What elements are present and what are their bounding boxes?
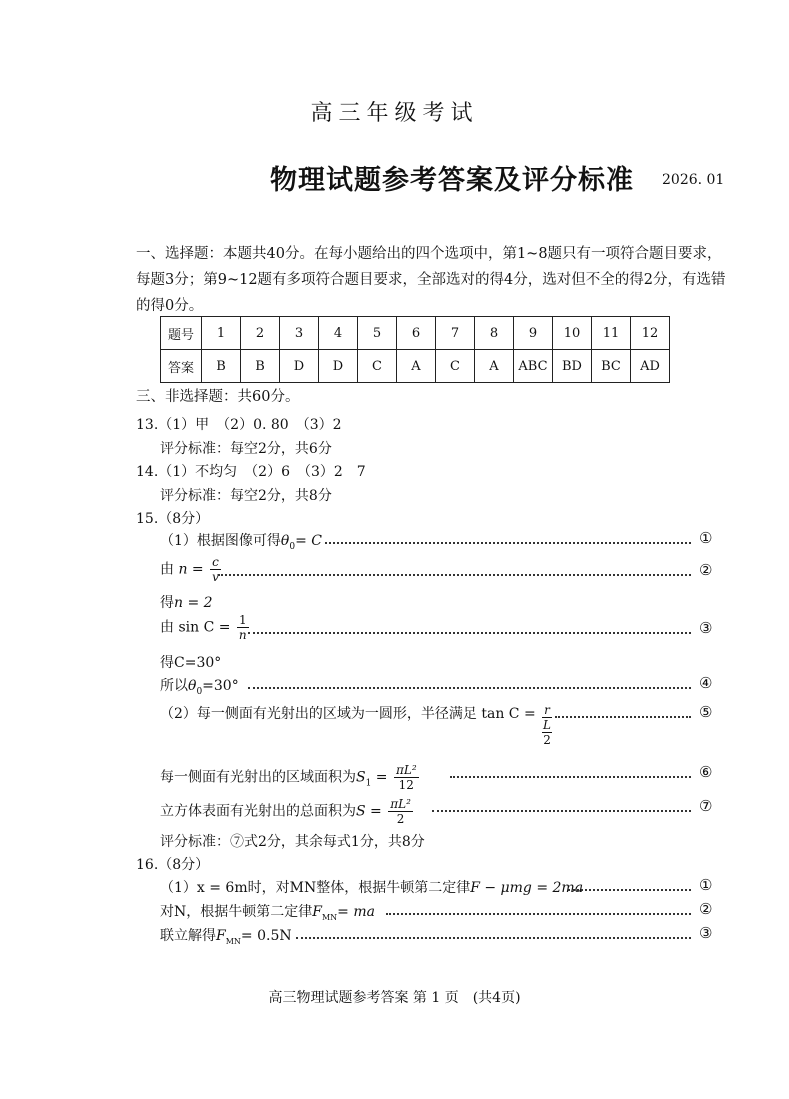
- q15-line8: [160, 763, 421, 792]
- q16-line1: [160, 877, 583, 897]
- q15-line5: 得C=30°: [160, 655, 222, 671]
- fraction-c-over-v: [210, 555, 221, 584]
- fraction-denominator: [542, 718, 552, 747]
- leader-dots: [555, 716, 691, 718]
- table-cell: 4: [319, 317, 358, 350]
- leader-dots: [386, 913, 691, 915]
- q15-line9-text: 立方体表面有光射出的总面积为: [160, 803, 356, 820]
- q16-line2-rest: = ma: [337, 904, 375, 920]
- q16-line3: [160, 925, 292, 946]
- marker-5: ⑤: [699, 703, 713, 721]
- table-header-cell: 答案: [161, 350, 202, 383]
- q16-line2: [160, 901, 375, 922]
- table-cell: BC: [592, 350, 631, 383]
- marker-6: ⑥: [699, 763, 713, 781]
- leader-dots: [450, 776, 691, 778]
- table-cell: ABC: [514, 350, 553, 383]
- table-header-cell: 题号: [161, 317, 202, 350]
- q16-line1-text: （1）x = 6m时，对MN整体，根据牛顿第二定律: [160, 880, 471, 896]
- marker-7: ⑦: [699, 797, 713, 815]
- q15-line6-sub: 0: [196, 686, 203, 697]
- q15-line1-rest: = C: [295, 533, 322, 549]
- q15-heading: 15.（8分）: [136, 511, 210, 527]
- q16-line3-rest: = 0.5N: [240, 928, 292, 944]
- table-cell: 12: [631, 317, 670, 350]
- table-cell: D: [319, 350, 358, 383]
- marker-3: ③: [699, 619, 713, 637]
- table-cell: 1: [202, 317, 241, 350]
- q15-line6: [160, 675, 239, 697]
- marker-1: ①: [699, 529, 713, 547]
- table-cell: 2: [241, 317, 280, 350]
- exam-title: 高三年级考试: [310, 101, 479, 126]
- q16-line2-formula: F: [312, 904, 322, 920]
- table-cell: 9: [514, 317, 553, 350]
- fraction-numerator: 1: [238, 613, 247, 627]
- table-cell: A: [397, 350, 436, 383]
- q15-line8-eq: =: [375, 769, 388, 786]
- q15-line2-lhs: n =: [178, 561, 204, 578]
- leader-dots: [432, 810, 691, 812]
- q16-line1-formula: F − μmg = 2ma: [470, 880, 584, 896]
- q15-line1: [160, 530, 322, 552]
- table-cell: B: [241, 350, 280, 383]
- q15-line1-theta: θ: [280, 533, 290, 549]
- q15-line3-formula: n = 2: [174, 595, 213, 611]
- fraction-1-over-n: [237, 613, 249, 642]
- fraction-r-over-half-l: [542, 703, 552, 747]
- q15-line1-text: （1）根据图像可得: [160, 533, 281, 549]
- fraction-numerator: c: [212, 555, 219, 569]
- q15-line9: [160, 797, 415, 826]
- q15-score: 评分标准：⑦式2分，其余每式1分，共8分: [160, 834, 425, 850]
- fraction-denominator: v: [212, 570, 219, 584]
- q15-line3-text: 得: [160, 595, 174, 611]
- leader-dots: [568, 889, 691, 891]
- marker-q16-3: ③: [699, 924, 713, 942]
- page-title: 物理试题参考答案及评分标准: [270, 165, 634, 196]
- q15-line9-lhs: S =: [356, 803, 382, 820]
- table-cell: C: [358, 350, 397, 383]
- leader-dots: [218, 574, 691, 576]
- answer-table: [160, 316, 670, 383]
- marker-2: ②: [699, 561, 713, 579]
- fraction-area-total: [388, 797, 413, 826]
- table-cell: A: [475, 350, 514, 383]
- q14-score: 评分标准：每空2分，共8分: [160, 488, 332, 504]
- q15-line6-theta: θ: [188, 678, 197, 694]
- marker-4: ④: [699, 674, 713, 692]
- fraction-denominator: n: [238, 628, 247, 642]
- marker-q16-1: ①: [699, 876, 713, 894]
- fraction-area-1: [394, 763, 419, 792]
- q16-line3-text: 联立解得: [160, 928, 216, 944]
- q15-line2-text: 由: [160, 561, 174, 578]
- fraction-denominator: 2: [396, 812, 405, 826]
- leader-dots: [325, 542, 691, 544]
- q13-score: 评分标准：每空2分，共6分: [160, 441, 332, 457]
- fraction-numerator: πL²: [390, 797, 411, 811]
- q15-line3: [160, 592, 213, 612]
- q14-answer: 14.（1）不均匀 （2）6 （3）2 7: [136, 464, 366, 480]
- q15-line2: [160, 555, 223, 584]
- q15-line7-text: （2）每一侧面有光射出的区域为一圆形，半径满足: [160, 706, 477, 722]
- q15-line7-lhs: tan C =: [481, 706, 536, 722]
- table-row: [161, 350, 670, 383]
- table-cell: AD: [631, 350, 670, 383]
- marker-q16-2: ②: [699, 900, 713, 918]
- leader-dots: [248, 632, 691, 634]
- leader-dots: [296, 937, 691, 939]
- q15-line8-text: 每一侧面有光射出的区域面积为: [160, 769, 356, 786]
- table-cell: C: [436, 350, 475, 383]
- part1-intro: 一、选择题：本题共40分。在每小题给出的四个选项中，第1~8题只有一项符合题目要求，每题3分；第9~12题有多项符合题目要求，全部选对的得4分，选对但不全的得2分，有选错的得0分。: [136, 246, 726, 314]
- q15-line4-text: 由: [160, 619, 174, 636]
- table-cell: 10: [553, 317, 592, 350]
- table-cell: 6: [397, 317, 436, 350]
- table-row: [161, 317, 670, 350]
- q16-line2-sub: MN: [321, 912, 338, 922]
- sub-fraction-numerator: L: [543, 718, 552, 732]
- table-cell: 8: [475, 317, 514, 350]
- q16-line2-text: 对N，根据牛顿第二定律: [160, 904, 313, 920]
- fraction-numerator: πL²: [395, 763, 417, 777]
- q13-answer: 13.（1）甲 （2）0. 80 （3）2: [136, 417, 342, 433]
- q16-heading: 16.（8分）: [136, 857, 210, 873]
- fraction-numerator: r: [544, 703, 550, 717]
- q16-line3-sub: MN: [225, 936, 241, 946]
- exam-date: 2026. 01: [662, 172, 725, 188]
- page-footer: 高三物理试题参考答案 第 1 页 (共4页): [268, 990, 521, 1006]
- table-cell: 11: [592, 317, 631, 350]
- leader-dots: [248, 687, 691, 689]
- q15-line7: [160, 703, 554, 747]
- q15-line8-sub: 1: [365, 778, 372, 789]
- table-cell: BD: [553, 350, 592, 383]
- sub-fraction-denominator: 2: [543, 733, 551, 747]
- table-cell: 7: [436, 317, 475, 350]
- fraction-denominator: 12: [398, 778, 414, 792]
- q15-line4: [160, 613, 251, 642]
- q15-line6-text: 所以: [160, 678, 188, 694]
- table-cell: 5: [358, 317, 397, 350]
- part3-title: 三、非选择题：共60分。: [136, 389, 300, 405]
- table-cell: D: [280, 350, 319, 383]
- table-cell: 3: [280, 317, 319, 350]
- table-cell: B: [202, 350, 241, 383]
- q15-line1-sub: 0: [289, 541, 296, 552]
- q15-line6-rest: =30°: [202, 678, 239, 694]
- q15-line8-lhs: S: [356, 769, 366, 786]
- q16-line3-formula: F: [216, 928, 226, 944]
- q15-line4-lhs: sin C =: [178, 619, 231, 636]
